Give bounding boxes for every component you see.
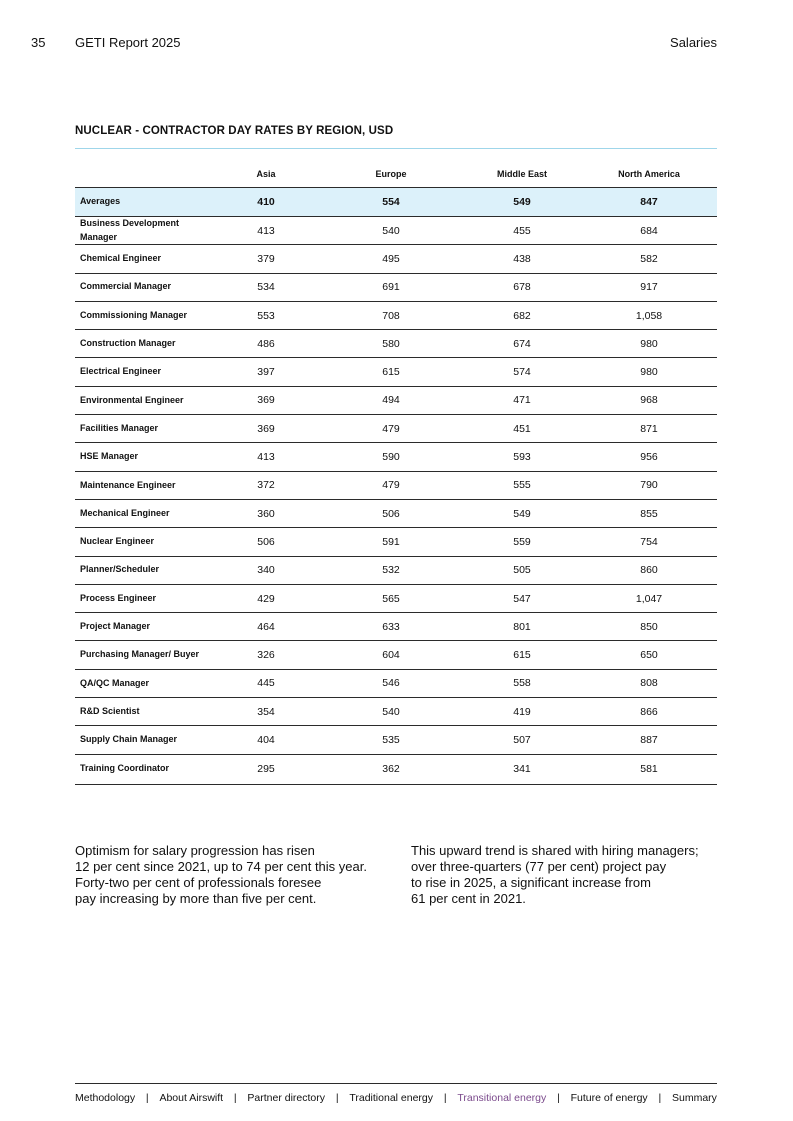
rate-europe: 362 xyxy=(382,763,400,776)
footer-nav-link-summary[interactable]: Summary xyxy=(671,1092,717,1104)
table-row xyxy=(75,472,717,500)
rate-north-america: 1,047 xyxy=(635,592,663,605)
rate-middle-east: 615 xyxy=(513,649,531,662)
role-label: Commissioning Manager xyxy=(80,309,188,320)
table-row xyxy=(75,443,717,471)
rate-middle-east: 451 xyxy=(513,422,531,435)
rate-asia: 553 xyxy=(257,309,275,322)
role-label: Construction Manager xyxy=(80,338,176,349)
rate-north-america: 887 xyxy=(640,733,658,746)
table-row xyxy=(75,245,717,273)
role-label: Commercial Manager xyxy=(80,281,172,292)
rate-middle-east: 674 xyxy=(513,337,531,350)
rate-asia: 413 xyxy=(257,224,275,237)
rate-north-america: 980 xyxy=(640,337,658,350)
averages-label: Averages xyxy=(80,196,121,207)
role-label: R&D Scientist xyxy=(80,705,140,716)
rate-europe: 580 xyxy=(382,337,400,350)
rate-middle-east: 505 xyxy=(513,564,531,577)
rate-middle-east: 549 xyxy=(513,507,531,520)
footer-nav-link-about-airswift[interactable]: About Airswift xyxy=(159,1092,224,1104)
averages-row xyxy=(75,188,717,217)
rate-middle-east: 801 xyxy=(513,620,531,633)
rate-europe: 615 xyxy=(382,366,400,379)
rate-europe: 495 xyxy=(382,252,400,265)
role-label: Chemical Engineer xyxy=(80,253,162,264)
rate-middle-east: 555 xyxy=(513,479,531,492)
body-line: pay increasing by more than five per cent. xyxy=(75,891,317,906)
rate-north-america: 754 xyxy=(640,535,658,548)
rate-europe: 691 xyxy=(382,281,400,294)
rate-north-america: 866 xyxy=(640,705,658,718)
average-europe: 554 xyxy=(382,196,400,208)
rate-asia: 340 xyxy=(257,564,275,577)
rate-europe: 540 xyxy=(382,224,400,237)
rate-asia: 379 xyxy=(257,252,275,265)
body-line: over three-quarters (77 per cent) project pay xyxy=(411,859,667,874)
table-header-row xyxy=(75,160,717,188)
role-label: Process Engineer xyxy=(80,592,157,603)
column-header-middle-east: Middle East xyxy=(496,168,547,179)
body-line: 12 per cent since 2021, up to 74 per cent this year. xyxy=(75,859,367,874)
rate-asia: 397 xyxy=(257,366,275,379)
table-title-divider xyxy=(75,148,717,149)
table-row xyxy=(75,755,717,785)
role-label: Electrical Engineer xyxy=(80,366,162,377)
rate-middle-east: 682 xyxy=(513,309,531,322)
rate-asia: 369 xyxy=(257,422,275,435)
rate-middle-east: 419 xyxy=(513,705,531,718)
rate-europe: 540 xyxy=(382,705,400,718)
rate-middle-east: 438 xyxy=(513,252,531,265)
role-label: Mechanical Engineer xyxy=(80,507,170,518)
rate-north-america: 860 xyxy=(640,564,658,577)
role-label: QA/QC Manager xyxy=(80,677,150,688)
rate-north-america: 582 xyxy=(640,252,658,265)
rate-middle-east: 341 xyxy=(513,763,531,776)
section-title: Salaries xyxy=(670,35,717,50)
table-row xyxy=(75,726,717,754)
rate-north-america: 650 xyxy=(640,649,658,662)
table-row xyxy=(75,358,717,386)
table-row xyxy=(75,641,717,669)
rate-middle-east: 547 xyxy=(513,592,531,605)
table-row xyxy=(75,585,717,613)
footer-nav xyxy=(75,1092,717,1104)
body-line: Forty-two per cent of professionals foresee xyxy=(75,875,322,890)
role-label: Supply Chain Manager xyxy=(80,734,178,745)
rate-asia: 413 xyxy=(257,451,275,464)
role-label: Training Coordinator xyxy=(80,763,169,774)
body-line: This upward trend is shared with hiring managers; xyxy=(411,843,699,858)
table-row xyxy=(75,670,717,698)
rate-asia: 506 xyxy=(257,535,275,548)
role-label: Facilities Manager xyxy=(80,422,159,433)
rate-middle-east: 574 xyxy=(513,366,531,379)
footer-nav-link-methodology[interactable]: Methodology xyxy=(75,1092,136,1104)
nav-separator: | xyxy=(658,1092,662,1104)
rate-middle-east: 471 xyxy=(513,394,531,407)
role-label: Business Development Manager xyxy=(80,218,180,242)
average-asia: 410 xyxy=(257,196,275,208)
role-label: Purchasing Manager/ Buyer xyxy=(80,649,200,660)
body-line: 61 per cent in 2021. xyxy=(411,891,526,906)
rate-asia: 372 xyxy=(257,479,275,492)
rate-europe: 591 xyxy=(382,535,400,548)
table-row xyxy=(75,302,717,330)
column-header-asia: Asia xyxy=(256,168,276,179)
rate-north-america: 790 xyxy=(640,479,658,492)
rate-north-america: 1,058 xyxy=(635,309,663,322)
role-label: Maintenance Engineer xyxy=(80,479,176,490)
table-row xyxy=(75,557,717,585)
page-number: 35 xyxy=(31,35,46,50)
rate-europe: 494 xyxy=(382,394,400,407)
rate-europe: 506 xyxy=(382,507,400,520)
rate-north-america: 684 xyxy=(640,224,658,237)
footer-divider xyxy=(75,1083,717,1084)
rate-asia: 534 xyxy=(257,281,275,294)
column-header-north-america: North America xyxy=(618,168,680,179)
rate-middle-east: 558 xyxy=(513,677,531,690)
rate-asia: 404 xyxy=(257,733,275,746)
table-row xyxy=(75,415,717,443)
body-line: Optimism for salary progression has risen xyxy=(75,843,315,858)
rates-table xyxy=(75,160,717,785)
rate-europe: 604 xyxy=(382,649,400,662)
role-label: Planner/Scheduler xyxy=(80,564,160,575)
body-paragraph-left xyxy=(75,843,380,907)
rate-middle-east: 678 xyxy=(513,281,531,294)
table-row xyxy=(75,387,717,415)
rate-middle-east: 559 xyxy=(513,535,531,548)
column-header-europe: Europe xyxy=(375,168,407,179)
rate-asia: 445 xyxy=(257,677,275,690)
table-row xyxy=(75,500,717,528)
footer-nav-link-transitional-energy[interactable]: Transitional energy xyxy=(457,1092,547,1104)
nav-separator: | xyxy=(335,1092,339,1104)
rate-asia: 464 xyxy=(257,620,275,633)
rate-north-america: 808 xyxy=(640,677,658,690)
role-label: Project Manager xyxy=(80,621,151,632)
role-label: Nuclear Engineer xyxy=(80,536,155,547)
rate-europe: 532 xyxy=(382,564,400,577)
table-row xyxy=(75,274,717,302)
rate-asia: 429 xyxy=(257,592,275,605)
rate-asia: 326 xyxy=(257,649,275,662)
rate-north-america: 968 xyxy=(640,394,658,407)
rate-europe: 590 xyxy=(382,451,400,464)
rate-europe: 708 xyxy=(382,309,400,322)
role-label: HSE Manager xyxy=(80,451,139,462)
table-row xyxy=(75,613,717,641)
footer-nav-link-partner-directory[interactable]: Partner directory xyxy=(247,1092,326,1104)
rate-north-america: 956 xyxy=(640,451,658,464)
rate-north-america: 871 xyxy=(640,422,658,435)
rate-europe: 479 xyxy=(382,422,400,435)
rate-asia: 369 xyxy=(257,394,275,407)
rate-asia: 354 xyxy=(257,705,275,718)
nav-separator: | xyxy=(145,1092,149,1104)
rate-north-america: 855 xyxy=(640,507,658,520)
body-paragraph-right xyxy=(411,843,721,907)
table-row xyxy=(75,330,717,358)
rate-europe: 546 xyxy=(382,677,400,690)
nav-separator: | xyxy=(557,1092,560,1104)
average-middle-east: 549 xyxy=(513,196,531,208)
nav-separator: | xyxy=(443,1092,447,1104)
rate-europe: 565 xyxy=(382,592,400,605)
table-body xyxy=(75,217,717,785)
nav-separator: | xyxy=(233,1092,237,1104)
body-line: to rise in 2025, a significant increase from xyxy=(411,875,651,890)
rate-europe: 535 xyxy=(382,733,400,746)
report-title: GETI Report 2025 xyxy=(75,35,181,50)
table-row xyxy=(75,217,717,245)
rate-middle-east: 507 xyxy=(513,733,531,746)
rate-north-america: 917 xyxy=(640,281,658,294)
table-row xyxy=(75,528,717,556)
role-label: Environmental Engineer xyxy=(80,394,184,405)
rate-asia: 486 xyxy=(257,337,275,350)
rate-north-america: 581 xyxy=(640,763,658,776)
rate-asia: 360 xyxy=(257,507,275,520)
footer-nav-link-future-of-energy[interactable]: Future of energy xyxy=(570,1092,648,1104)
rate-europe: 633 xyxy=(382,620,400,633)
rate-europe: 479 xyxy=(382,479,400,492)
rate-north-america: 980 xyxy=(640,366,658,379)
rate-asia: 295 xyxy=(257,763,275,776)
table-row xyxy=(75,698,717,726)
rate-middle-east: 593 xyxy=(513,451,531,464)
rate-north-america: 850 xyxy=(640,620,658,633)
rate-middle-east: 455 xyxy=(513,224,531,237)
footer-nav-link-traditional-energy[interactable]: Traditional energy xyxy=(349,1092,434,1104)
table-title: NUCLEAR - CONTRACTOR DAY RATES BY REGION, USD xyxy=(75,125,394,137)
average-north-america: 847 xyxy=(640,196,658,208)
